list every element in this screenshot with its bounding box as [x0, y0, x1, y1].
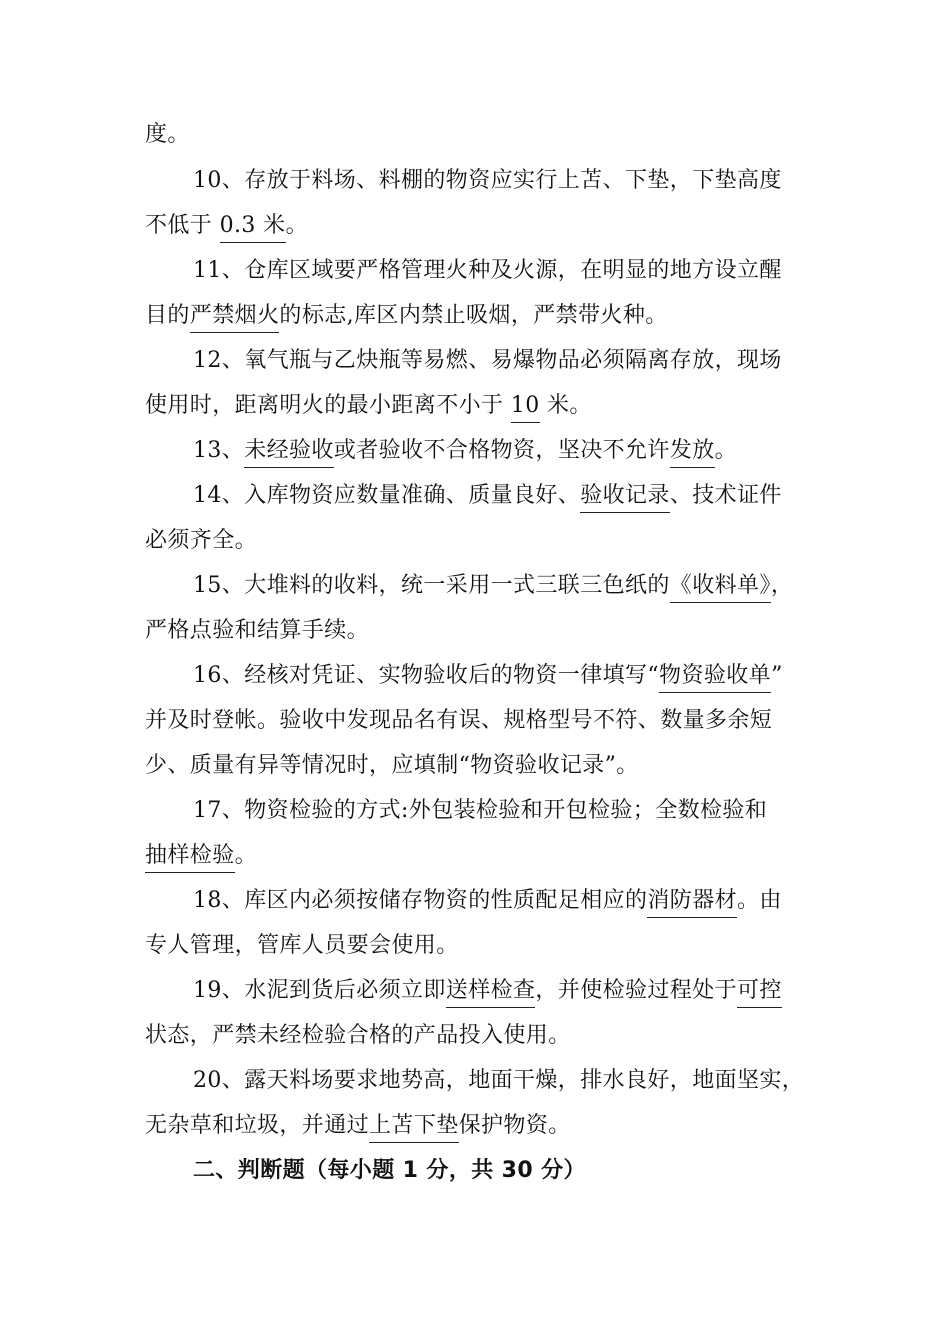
answer-blank: 发放 [670, 438, 715, 468]
answer-blank: 抽样检验 [145, 843, 235, 873]
text-line: 少、质量有异等情况时，应填制“物资验收记录”。 [145, 753, 639, 778]
answer-blank: 验收记录 [580, 483, 670, 513]
item-10: 10、存放于料场、料棚的物资应实行上苫、下垫，下垫高度 [193, 168, 782, 193]
answer-blank: 可控 [737, 978, 782, 1008]
answer-blank: 严禁烟火 [190, 303, 280, 333]
answer-blank: 10 [511, 393, 540, 423]
item-20: 20、露天料场要求地势高，地面干燥，排水良好，地面坚实， [193, 1068, 805, 1093]
item-18: 18、库区内必须按储存物资的性质配足相应的消防器材。由 [193, 886, 810, 916]
text-line: 专人管理，管库人员要会使用。 [145, 933, 459, 958]
answer-blank: 上苫下垫 [369, 1113, 459, 1143]
item-11: 11、仓库区域要严格管理火种及火源，在明显的地方设立醒 [193, 258, 782, 283]
text-line: 目的严禁烟火的标志,库区内禁止吸烟，严禁带火种。 [145, 301, 810, 331]
item-14: 14、入库物资应数量准确、质量良好、验收记录、技术证件 [193, 481, 810, 511]
text-line: 并及时登帐。验收中发现品名有误、规格型号不符、数量多余短 [145, 708, 773, 733]
answer-blank: 送样检查 [446, 978, 536, 1008]
answer-blank: 未经验收 [244, 438, 334, 468]
item-15: 15、大堆料的收料，统一采用一式三联三色纸的《收料单》， [193, 571, 810, 601]
text-line: 抽样检验。 [145, 841, 810, 871]
item-13: 13、未经验收或者验收不合格物资，坚决不允许发放。 [193, 436, 810, 466]
text-line: 使用时，距离明火的最小距离不小于 10 米。 [145, 391, 810, 421]
text-line: 不低于 0.3 米。 [145, 211, 810, 241]
item-17: 17、物资检验的方式:外包装检验和开包检验；全数检验和 [193, 798, 768, 823]
item-12: 12、氧气瓶与乙炔瓶等易燃、易爆物品必须隔离存放，现场 [193, 348, 782, 373]
section-heading: 二、判断题（每小题 1 分，共 30 分） [193, 1158, 586, 1183]
text-line: 状态，严禁未经检验合格的产品投入使用。 [145, 1023, 571, 1048]
text-line: 严格点验和结算手续。 [145, 618, 370, 643]
answer-blank: 0.3 米 [220, 213, 286, 243]
text-line: 必须齐全。 [145, 528, 258, 553]
item-19: 19、水泥到货后必须立即送样检查，并使检验过程处于可控 [193, 976, 810, 1006]
answer-blank: 《收料单》 [670, 573, 771, 603]
text-line: 无杂草和垃圾，并通过上苫下垫保护物资。 [145, 1111, 810, 1141]
item-16: 16、经核对凭证、实物验收后的物资一律填写“物资验收单” [193, 661, 810, 691]
text-line: 度。 [145, 122, 190, 147]
answer-blank: 物资验收单 [659, 663, 771, 693]
answer-blank: 消防器材 [647, 888, 737, 918]
